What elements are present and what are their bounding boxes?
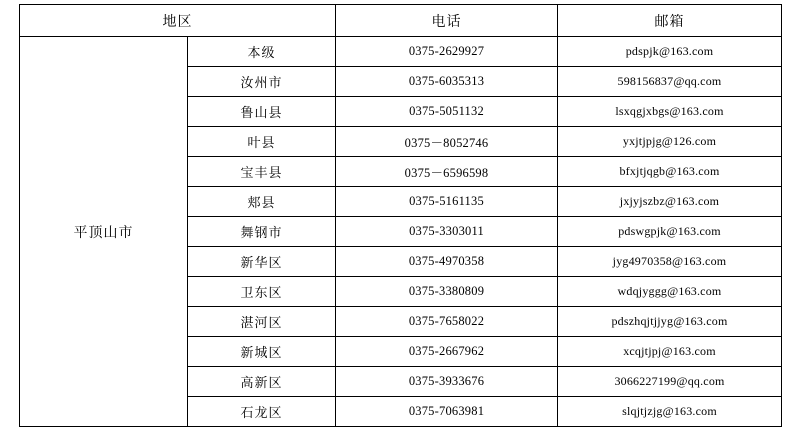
email-address: bfxjtjqgb@163.com [558,157,782,187]
email-address: wdqjyggg@163.com [558,277,782,307]
unit-name: 高新区 [188,367,336,397]
email-address: jyg4970358@163.com [558,247,782,277]
email-address: jxjyjszbz@163.com [558,187,782,217]
email-address: pdswgpjk@163.com [558,217,782,247]
phone-number: 0375-5051132 [336,97,558,127]
email-address: lsxqgjxbgs@163.com [558,97,782,127]
phone-number: 0375-6035313 [336,67,558,97]
phone-number: 0375-2667962 [336,337,558,367]
email-address: pdspjk@163.com [558,37,782,67]
table-header [20,5,782,37]
email-address: pdszhqjtjjyg@163.com [558,307,782,337]
contact-table [19,4,782,427]
column-header-phone: 电话 [336,5,558,37]
table-header-row [20,5,782,37]
unit-name: 宝丰县 [188,157,336,187]
phone-number: 0375-3933676 [336,367,558,397]
column-header-region: 地区 [20,5,336,37]
phone-number: 0375-4970358 [336,247,558,277]
contact-table-document [0,4,800,420]
phone-number: 0375-7063981 [336,397,558,427]
region-label: 平顶山市 [20,37,188,427]
email-address: yxjtjpjg@126.com [558,127,782,157]
unit-name: 石龙区 [188,397,336,427]
email-address: 3066227199@qq.com [558,367,782,397]
email-address: slqjtjzjg@163.com [558,397,782,427]
unit-name: 湛河区 [188,307,336,337]
phone-number: 0375－8052746 [336,127,558,157]
phone-number: 0375－6596598 [336,157,558,187]
phone-number: 0375-5161135 [336,187,558,217]
column-header-email: 邮箱 [558,5,782,37]
unit-name: 叶县 [188,127,336,157]
unit-name: 卫东区 [188,277,336,307]
unit-name: 舞钢市 [188,217,336,247]
table-row [20,37,782,67]
email-address: 598156837@qq.com [558,67,782,97]
unit-name: 本级 [188,37,336,67]
email-address: xcqjtjpj@163.com [558,337,782,367]
phone-number: 0375-2629927 [336,37,558,67]
phone-number: 0375-3303011 [336,217,558,247]
unit-name: 郏县 [188,187,336,217]
unit-name: 汝州市 [188,67,336,97]
table-body [20,37,782,427]
phone-number: 0375-3380809 [336,277,558,307]
phone-number: 0375-7658022 [336,307,558,337]
unit-name: 新华区 [188,247,336,277]
unit-name: 新城区 [188,337,336,367]
unit-name: 鲁山县 [188,97,336,127]
